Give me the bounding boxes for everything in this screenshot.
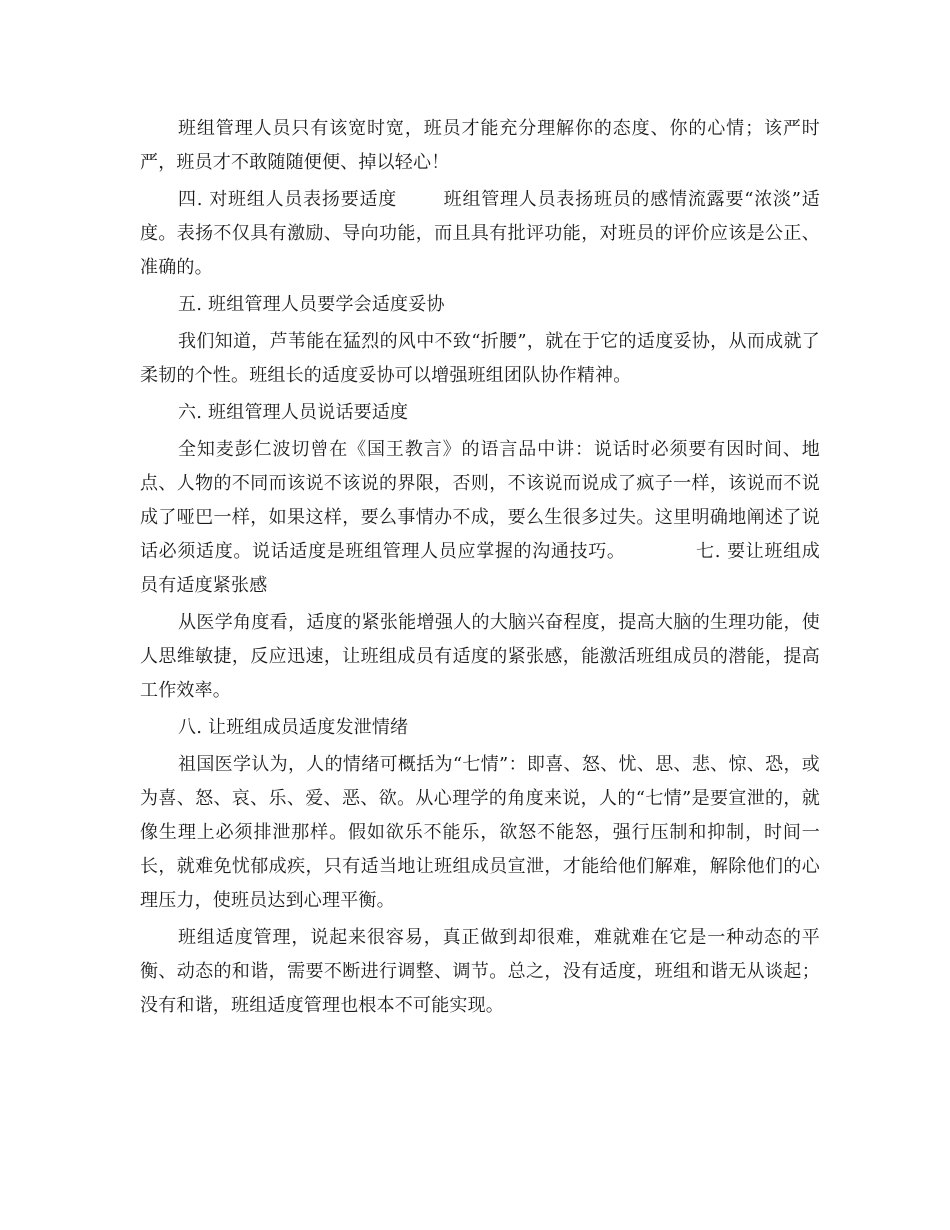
paragraph-1 <box>140 112 820 180</box>
paragraph-emotions <box>140 748 820 918</box>
heading-text: 八. 让班组成员适度发泄情绪 <box>178 717 409 738</box>
section-heading-5 <box>140 288 820 322</box>
paragraph-text: 班组管理人员只有该宽时宽，班员才能充分理解你的态度、你的心情；该严时严，班员才不敢随随便便、掉以轻心！ <box>140 118 820 173</box>
paragraph-text: 从医学角度看，适度的紧张能增强人的大脑兴奋程度，提高大脑的生理功能，使人思维敏捷，反应迅速，让班组成员有适度的紧张感，能激活班组成员的潜能，提高工作效率。 <box>140 612 820 701</box>
section-heading-4: 四. 对班组人员表扬要适度 <box>178 189 398 210</box>
paragraph-speech <box>140 433 820 603</box>
paragraph-text: 全知麦彭仁波切曾在《国王教言》的语言品中讲：说话时必须要有因时间、地点、人物的不同而该说不该说的界限，否则，不该说而说成了疯子一样，该说而不说成了哑巴一样，如果这样，要么事情办不成，要么生很多过失。这里明确地阐述了说话必须适度。说话适度是班组管理人员应掌握的沟通技巧。 <box>140 439 820 562</box>
section-heading-7: 七. 要让班组成员有适度紧张感 <box>140 541 820 596</box>
paragraph-praise <box>140 183 820 285</box>
paragraph-text: 班组适度管理，说起来很容易，真正做到却很难，难就难在它是一种动态的平衡、动态的和谐，需要不断进行调整、调节。总之，没有适度，班组和谐无从谈起；没有和谐，班组适度管理也根本不可能实现。 <box>140 927 820 1016</box>
paragraph-text: 祖国医学认为，人的情绪可概括为“七情”：即喜、怒、忧、思、悲、惊、恐，或为喜、怒、哀、乐、爱、恶、欲。从心理学的角度来说，人的“七情”是要宣泄的，就像生理上必须排泄那样。假如欲乐不能乐，欲怒不能怒，强行压制和抑制，时间一长，就难免忧郁成疾，只有适当地让班组成员宣泄，才能给他们解难，解除他们的心理压力，使班员达到心理平衡。 <box>140 754 820 911</box>
paragraph-conclusion <box>140 921 820 1023</box>
paragraph-text: 班组管理人员表扬班员的感情流露要“浓淡”适度。表扬不仅具有激励、导向功能，而且具有批评功能，对班员的评价应该是公正、准确的。 <box>140 189 820 278</box>
heading-text: 五. 班组管理人员要学会适度妥协 <box>178 294 445 315</box>
paragraph-compromise <box>140 325 820 393</box>
section-heading-8 <box>140 711 820 745</box>
heading-text: 六. 班组管理人员说话要适度 <box>178 402 409 423</box>
document-body <box>140 112 820 1026</box>
paragraph-tension <box>140 606 820 708</box>
paragraph-text: 我们知道，芦苇能在猛烈的风中不致“折腰”，就在于它的适度妥协，从而成就了柔韧的个性。班组长的适度妥协可以增强班组团队协作精神。 <box>140 331 820 386</box>
section-heading-6 <box>140 396 820 430</box>
